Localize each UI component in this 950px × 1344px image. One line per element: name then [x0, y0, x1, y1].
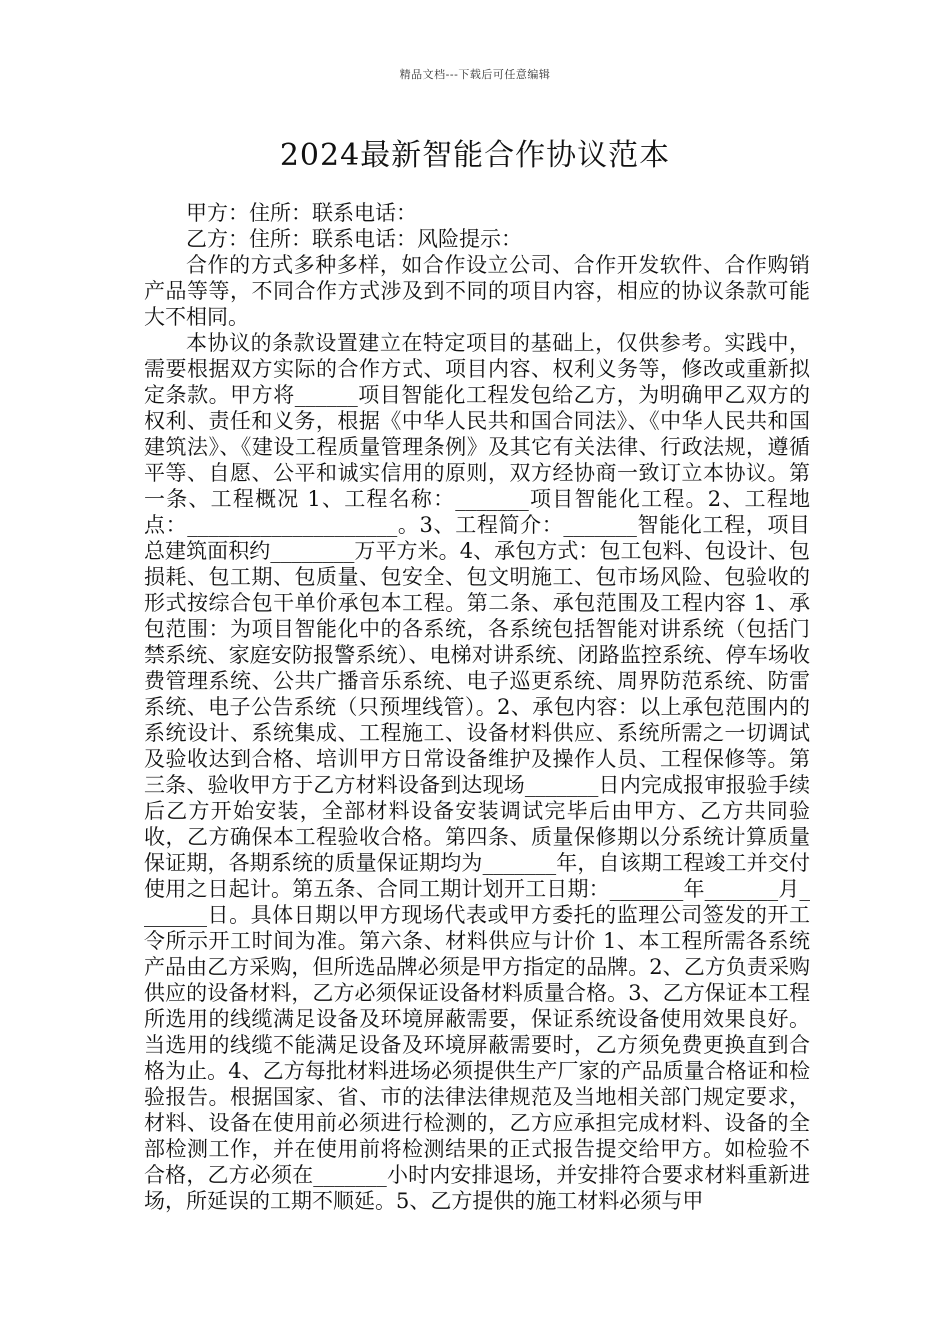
- document-body: [144, 200, 810, 1214]
- body-paragraph: 本协议的条款设置建立在特定项目的基础上，仅供参考。实践中，需要根据双方实际的合作方式、项目内容、权利义务等，修改或重新拟定条款。甲方将______项目智能化工程发包给乙方，为明确甲乙双方的权利、责任和义务，根据《中华人民共和国合同法》、《中华人民共和国建筑法》、《建设工程质量管理条例》及其它有关法律、行政法规，遵循平等、自愿、公平和诚实信用的原则，双方经协商一致订立本协议。第一条、工程概况 1、工程名称：_______项目智能化工程。2、工程地点：____________________。3、工程简介：_______智能化工程，项目总建筑面积约________万平方米。4、承包方式：包工包料、包设计、包损耗、包工期、包质量、包安全、包文明施工、包市场风险、包验收的形式按综合包干单价承包本工程。第二条、承包范围及工程内容 1、承包范围：为项目智能化中的各系统，各系统包括智能对讲系统（包括门禁系统、家庭安防报警系统）、电梯对讲系统、闭路监控系统、停车场收费管理系统、公共广播音乐系统、电子巡更系统、周界防范系统、防雷系统、电子公告系统（只预埋线管）。2、承包内容：以上承包范围内的系统设计、系统集成、工程施工、设备材料供应、系统所需之一切调试及验收达到合格、培训甲方日常设备维护及操作人员、工程保修等。第三条、验收甲方于乙方材料设备到达现场_______日内完成报审报验手续后乙方开始安装，全部材料设备安装调试完毕后由甲方、乙方共同验收，乙方确保本工程验收合格。第四条、质量保修期以分系统计算质量保证期，各期系统的质量保证期均为_______年，自该期工程竣工并交付使用之日起计。第五条、合同工期计划开工日期：_______年_______月_______日。具体日期以甲方现场代表或甲方委托的监理公司签发的开工令所示开工时间为准。第六条、材料供应与计价 1、本工程所需各系统产品由乙方采购，但所选品牌必须是甲方指定的品牌。2、乙方负责采购供应的设备材料，乙方必须保证设备材料质量合格。3、乙方保证本工程所选用的线缆满足设备及环境屏蔽需要，保证系统设备使用效果良好。当选用的线缆不能满足设备及环境屏蔽需要时，乙方须免费更换直到合格为止。4、乙方每批材料进场必须提供生产厂家的产品质量合格证和检验报告。根据国家、省、市的法律法律规范及当地相关部门规定要求，材料、设备在使用前必须进行检测的，乙方应承担完成材料、设备的全部检测工作，并在使用前将检测结果的正式报告提交给甲方。如检验不合格，乙方必须在_______小时内安排退场，并安排符合要求材料重新进场，所延误的工期不顺延。5、乙方提供的施工材料必须与甲: [144, 331, 810, 1213]
- document-title: 2024最新智能合作协议范本: [279, 138, 671, 173]
- party-a-line: 甲方：住所：联系电话：: [186, 201, 417, 225]
- page-header: 精品文档---下载后可任意编辑: [399, 68, 551, 81]
- body-paragraph: 合作的方式多种多样，如合作设立公司、合作开发软件、合作购销产品等等，不同合作方式涉及到不同的项目内容，相应的协议条款可能大不相同。: [144, 253, 810, 329]
- party-b-line: 乙方：住所：联系电话：风险提示：: [186, 227, 522, 251]
